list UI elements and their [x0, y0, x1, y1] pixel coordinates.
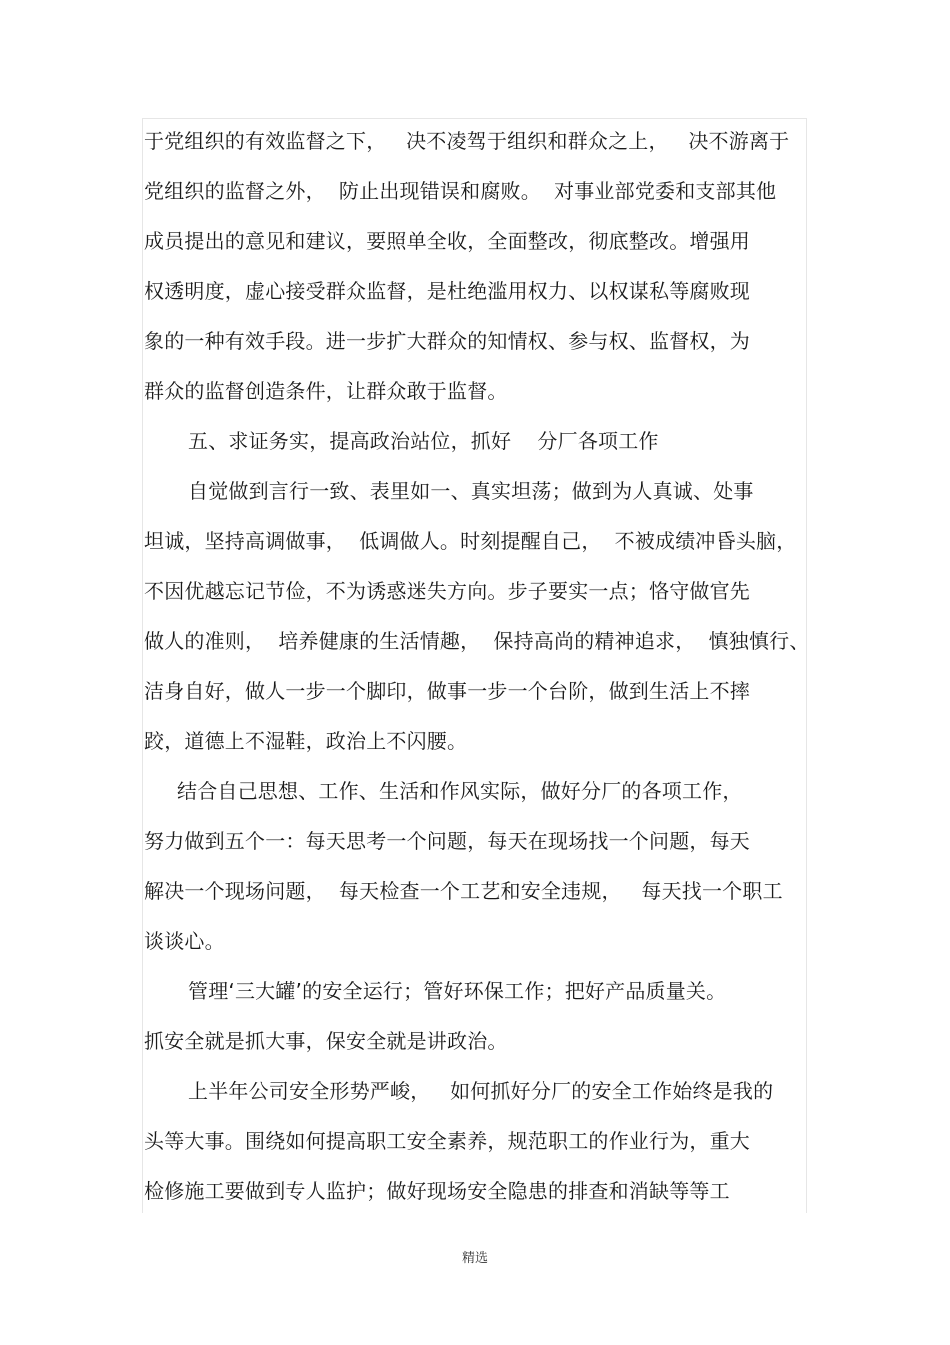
- text-line: 上半年公司安全形势严峻， 如何抓好分厂的安全工作始终是我的: [188, 1079, 774, 1103]
- text-line: 坦诚，坚持高调做事， 低调做人。时刻提醒自己， 不被成绩冲昏头脑，: [144, 529, 797, 553]
- text-line: 自觉做到言行一致、表里如一、真实坦荡；做到为人真诚、处事: [188, 479, 754, 503]
- text-line: 谈谈心。: [144, 929, 225, 953]
- text-line: 成员提出的意见和建议，要照单全收，全面整改，彻底整改。增强用: [144, 229, 750, 253]
- page-footer-label: 精选: [461, 1251, 488, 1266]
- text-line: 做人的准则， 培养健康的生活情趣， 保持高尚的精神追求， 慎独慎行、: [144, 629, 810, 653]
- text-line: 不因优越忘记节俭，不为诱惑迷失方向。步子要实一点；恪守做官先: [144, 579, 750, 603]
- text-line: 解决一个现场问题， 每天检查一个工艺和安全违规， 每天找一个职工: [144, 879, 783, 903]
- text-line: 权透明度，虚心接受群众监督，是杜绝滥用权力、以权谋私等腐败现: [144, 279, 750, 303]
- text-line: 群众的监督创造条件，让群众敢于监督。: [144, 379, 508, 403]
- text-line: 跤，道德上不湿鞋，政治上不闪腰。: [144, 729, 468, 753]
- text-line: 努力做到五个一：每天思考一个问题，每天在现场找一个问题，每天: [144, 829, 750, 853]
- text-line: 头等大事。围绕如何提高职工安全素养，规范职工的作业行为，重大: [144, 1129, 750, 1153]
- text-line: 检修施工要做到专人监护；做好现场安全隐患的排查和消缺等等工: [144, 1179, 730, 1203]
- text-line: 党组织的监督之外， 防止出现错误和腐败。 对事业部党委和支部其他: [144, 179, 777, 203]
- text-line: 抓安全就是抓大事，保安全就是讲政治。: [144, 1029, 508, 1053]
- text-line: 管理‘三大罐’的安全运行；管好环保工作；把好产品质量关。: [188, 979, 727, 1003]
- text-line: 象的一种有效手段。进一步扩大群众的知情权、参与权、监督权，为: [144, 329, 750, 353]
- text-line: 结合自己思想、工作、生活和作风实际，做好分厂的各项工作，: [177, 779, 743, 803]
- text-line: 洁身自好，做人一步一个脚印，做事一步一个台阶，做到生活上不摔: [144, 679, 750, 703]
- text-line: 于党组织的有效监督之下， 决不凌驾于组织和群众之上， 决不游离于: [144, 129, 790, 153]
- section-heading: 五、求证务实，提高政治站位，抓好 分厂各项工作: [188, 429, 659, 453]
